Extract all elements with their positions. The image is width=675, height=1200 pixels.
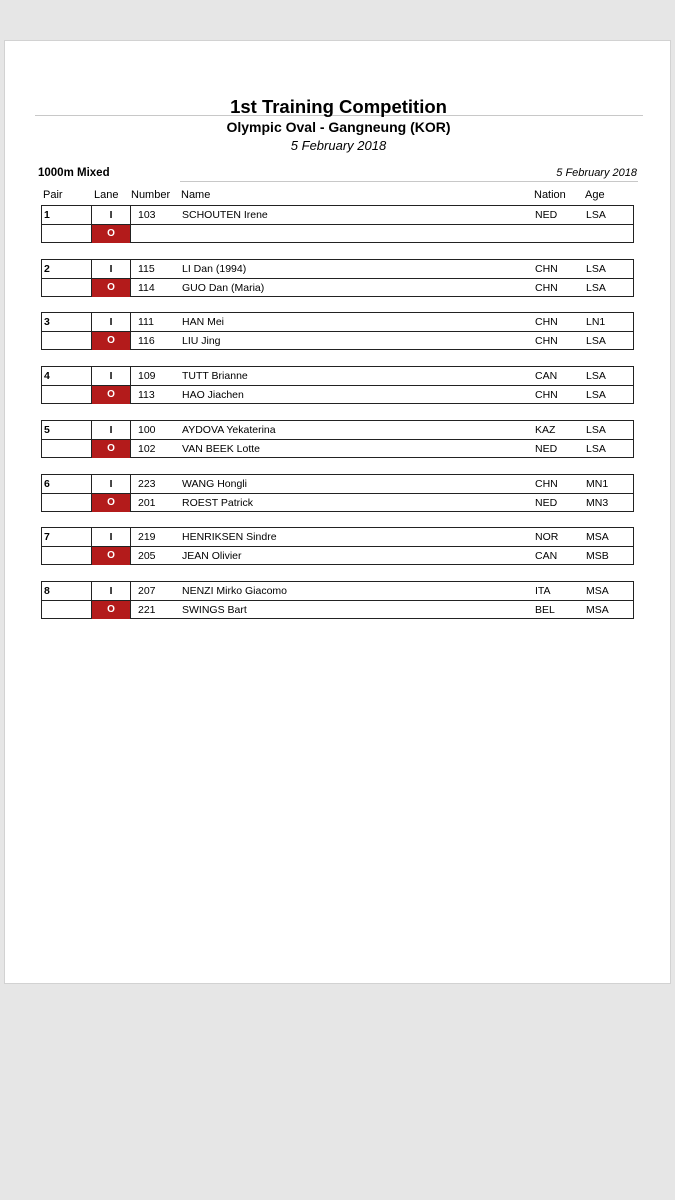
inner-skater-name: WANG Hongli xyxy=(182,478,247,490)
inner-skater-number: 207 xyxy=(138,585,156,597)
pair-block xyxy=(41,366,634,404)
lane-divider-right xyxy=(130,367,131,403)
outer-skater-age: LSA xyxy=(586,335,606,347)
competition-venue: Olympic Oval - Gangneung (KOR) xyxy=(226,119,451,135)
pair-number: 1 xyxy=(44,209,50,221)
inner-skater-age: MN1 xyxy=(586,478,609,490)
event-name: 1000m Mixed xyxy=(38,167,110,179)
outer-skater-name: LIU Jing xyxy=(182,335,221,347)
event-date: 5 February 2018 xyxy=(556,167,637,179)
inner-skater-number: 219 xyxy=(138,531,156,543)
lane-outer-marker: O xyxy=(92,440,130,458)
outer-skater-age: MSA xyxy=(586,604,609,616)
pair-block xyxy=(41,312,634,350)
outer-skater-name: ROEST Patrick xyxy=(182,497,253,509)
outer-skater-nation: NED xyxy=(535,497,558,509)
outer-skater-number: 201 xyxy=(138,497,156,509)
lane-divider-right xyxy=(130,582,131,618)
lane-inner-marker: I xyxy=(109,264,113,275)
inner-skater-age: MSA xyxy=(586,531,609,543)
inner-skater-nation: CHN xyxy=(535,478,558,490)
pair-number: 7 xyxy=(44,531,50,543)
outer-skater-name: JEAN Olivier xyxy=(182,550,242,562)
pair-number: 5 xyxy=(44,424,50,436)
pair-block xyxy=(41,527,634,565)
competition-title: 1st Training Competition xyxy=(230,96,447,117)
lane-divider-right xyxy=(130,206,131,242)
lane-divider-right xyxy=(130,313,131,349)
lane-inner-marker: I xyxy=(109,425,113,436)
inner-skater-number: 109 xyxy=(138,370,156,382)
outer-skater-number: 116 xyxy=(138,335,155,347)
lane-divider-right xyxy=(130,421,131,457)
pair-number: 4 xyxy=(44,370,50,382)
column-header-nation: Nation xyxy=(534,189,566,201)
outer-skater-age: MSB xyxy=(586,550,609,562)
inner-skater-number: 115 xyxy=(138,263,155,275)
pair-block xyxy=(41,259,634,297)
inner-skater-name: HAN Mei xyxy=(182,316,225,328)
outer-skater-nation: CHN xyxy=(535,335,558,347)
outer-skater-nation: CHN xyxy=(535,389,558,401)
column-header-age: Age xyxy=(585,189,605,201)
lane-outer-marker: O xyxy=(92,332,130,350)
outer-skater-number: 221 xyxy=(138,604,156,616)
inner-skater-age: LSA xyxy=(586,263,606,275)
pair-block xyxy=(41,474,634,512)
inner-skater-age: LSA xyxy=(586,370,606,382)
outer-skater-age: MN3 xyxy=(586,497,609,509)
lane-inner-marker: I xyxy=(109,210,113,221)
lane-inner-marker: I xyxy=(109,479,113,490)
lane-outer-marker: O xyxy=(92,494,130,512)
column-header-name: Name xyxy=(181,189,211,201)
outer-skater-nation: BEL xyxy=(535,604,555,616)
lane-divider-right xyxy=(130,475,131,511)
outer-skater-name: SWINGS Bart xyxy=(182,604,247,616)
inner-skater-number: 111 xyxy=(138,316,154,328)
inner-skater-age: MSA xyxy=(586,585,609,597)
inner-skater-nation: CHN xyxy=(535,263,558,275)
outer-skater-number: 102 xyxy=(138,443,156,455)
outer-skater-nation: NED xyxy=(535,443,558,455)
lane-divider-right xyxy=(130,528,131,564)
inner-skater-age: LN1 xyxy=(586,316,606,328)
lane-outer-marker: O xyxy=(92,547,130,565)
pair-block xyxy=(41,420,634,458)
inner-skater-name: LI Dan (1994) xyxy=(182,263,247,275)
lane-inner-marker: I xyxy=(109,317,113,328)
lane-outer-marker: O xyxy=(92,601,130,619)
lane-divider-right xyxy=(130,260,131,296)
outer-skater-number: 114 xyxy=(138,282,155,294)
inner-skater-nation: ITA xyxy=(535,585,551,597)
pair-block xyxy=(41,205,634,243)
inner-skater-nation: KAZ xyxy=(535,424,556,436)
column-header-lane: Lane xyxy=(94,189,119,201)
pair-number: 8 xyxy=(44,585,50,597)
lane-outer-marker: O xyxy=(92,225,130,243)
outer-skater-name: HAO Jiachen xyxy=(182,389,244,401)
inner-skater-age: LSA xyxy=(586,424,606,436)
inner-skater-name: SCHOUTEN Irene xyxy=(182,209,268,221)
outer-skater-name: GUO Dan (Maria) xyxy=(182,282,265,294)
inner-skater-nation: NED xyxy=(535,209,558,221)
competition-date: 5 February 2018 xyxy=(290,138,387,153)
inner-skater-nation: CAN xyxy=(535,370,558,382)
outer-skater-nation: CAN xyxy=(535,550,558,562)
lane-outer-marker: O xyxy=(92,386,130,404)
inner-skater-nation: CHN xyxy=(535,316,558,328)
inner-skater-name: HENRIKSEN Sindre xyxy=(182,531,277,543)
lane-outer-marker: O xyxy=(92,279,130,297)
inner-skater-number: 103 xyxy=(138,209,156,221)
inner-skater-nation: NOR xyxy=(535,531,559,543)
outer-skater-nation: CHN xyxy=(535,282,558,294)
pair-block xyxy=(41,581,634,619)
inner-skater-name: AYDOVA Yekaterina xyxy=(182,424,276,436)
outer-skater-number: 113 xyxy=(138,389,155,401)
inner-skater-number: 223 xyxy=(138,478,156,490)
inner-skater-age: LSA xyxy=(586,209,606,221)
header-rule xyxy=(180,181,638,182)
pair-number: 6 xyxy=(44,478,50,490)
column-header-number: Number xyxy=(131,189,171,201)
outer-skater-name: VAN BEEK Lotte xyxy=(182,443,261,455)
inner-skater-number: 100 xyxy=(138,424,156,436)
column-header-pair: Pair xyxy=(43,189,63,201)
document-page xyxy=(4,40,671,984)
lane-inner-marker: I xyxy=(109,371,113,382)
lane-inner-marker: I xyxy=(109,532,113,543)
outer-skater-age: LSA xyxy=(586,282,606,294)
outer-skater-age: LSA xyxy=(586,443,606,455)
pair-number: 3 xyxy=(44,316,50,328)
inner-skater-name: NENZI Mirko Giacomo xyxy=(182,585,288,597)
outer-skater-number: 205 xyxy=(138,550,156,562)
pair-number: 2 xyxy=(44,263,50,275)
inner-skater-name: TUTT Brianne xyxy=(182,370,248,382)
outer-skater-age: LSA xyxy=(586,389,606,401)
lane-inner-marker: I xyxy=(109,586,113,597)
